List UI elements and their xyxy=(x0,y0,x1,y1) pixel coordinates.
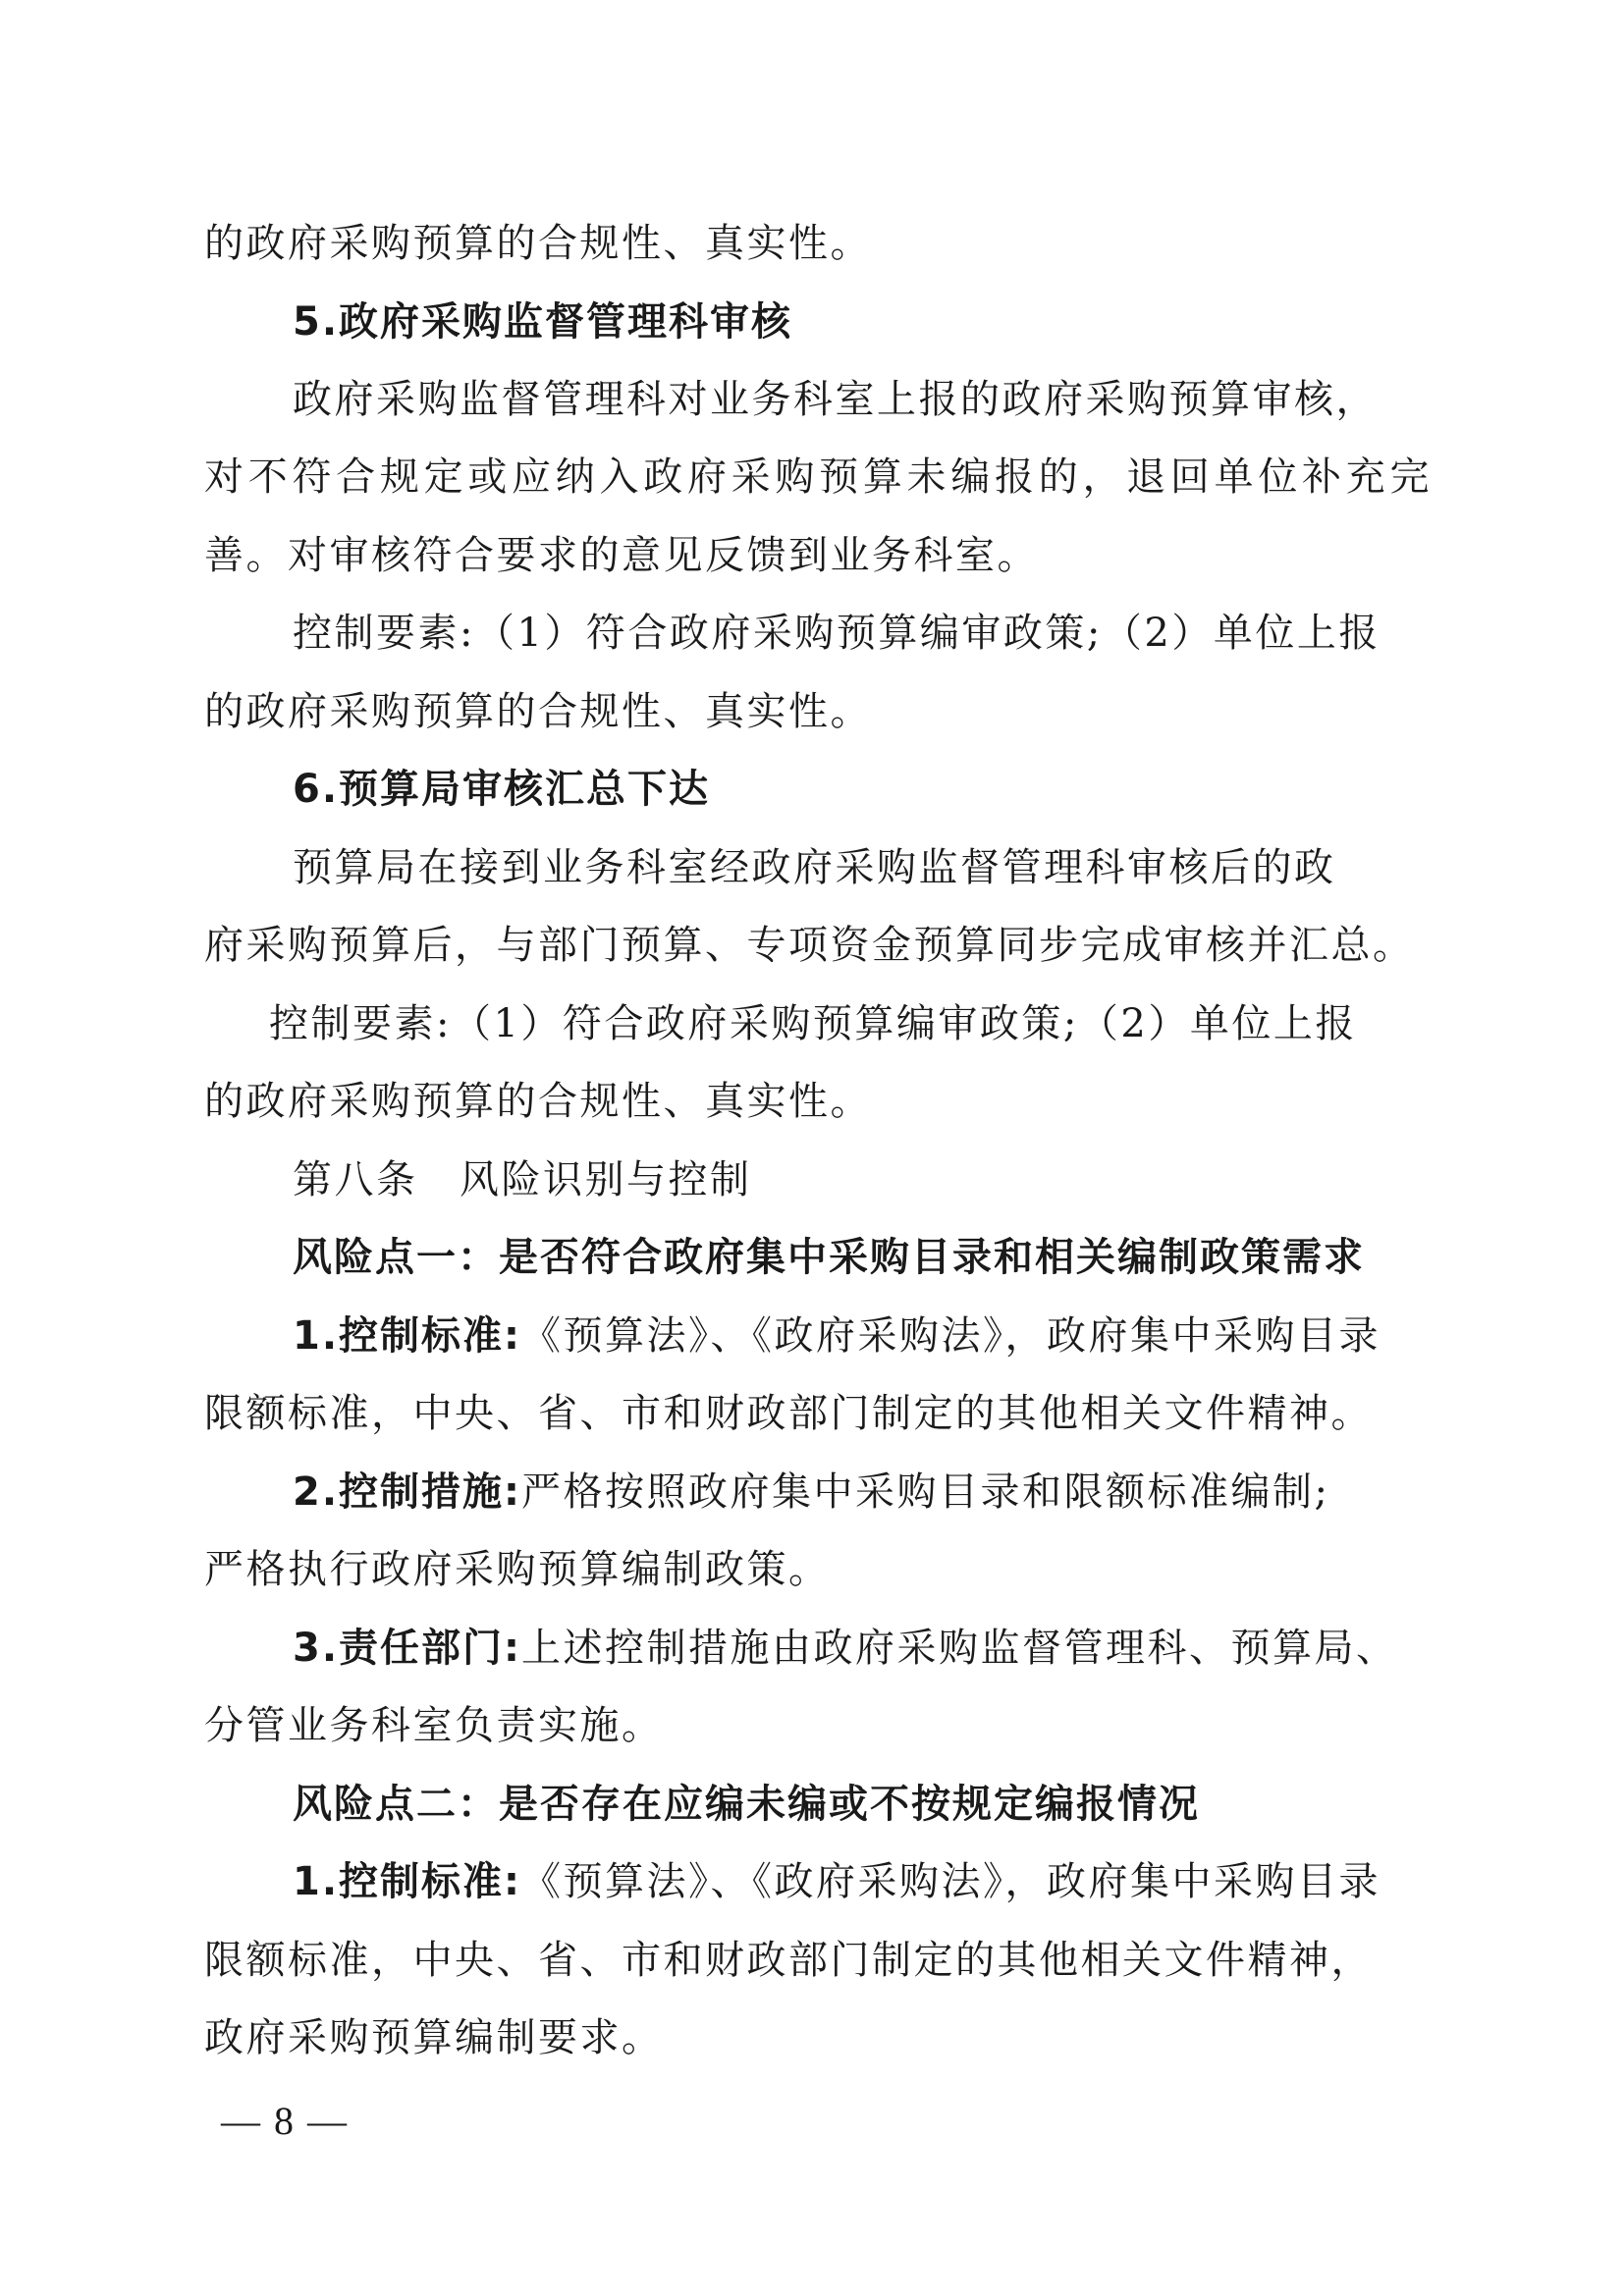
line-text: 《预算法》、《政府采购法》，政府集中采购目录 xyxy=(521,1859,1381,1904)
paragraph-line: 的政府采购预算的合规性、真实性。 xyxy=(204,689,872,734)
paragraph-line xyxy=(293,1467,1432,1518)
paragraph-line: 的政府采购预算的合规性、真实性。 xyxy=(204,221,872,266)
paragraph-line: 的政府采购预算的合规性、真实性。 xyxy=(204,1079,872,1124)
section-heading: 6.预算局审核汇总下达 xyxy=(293,767,711,812)
article-heading: 第八条 风险识别与控制 xyxy=(293,1157,752,1202)
risk-point-heading: 风险点二：是否存在应编未编或不按规定编报情况 xyxy=(293,1782,1200,1827)
page-number: — 8 — xyxy=(221,2099,349,2143)
section-heading: 5.政府采购监督管理科审核 xyxy=(293,299,793,345)
paragraph-line: 控制要素:（1）符合政府采购预算编审政策;（2）单位上报 xyxy=(293,611,1380,656)
label-bold: 2.控制措施: xyxy=(293,1469,522,1515)
paragraph-line: 府采购预算后，与部门预算、专项资金预算同步完成审核并汇总。 xyxy=(204,923,1415,968)
paragraph-line: 分管业务科室负责实施。 xyxy=(204,1703,664,1748)
paragraph-line xyxy=(293,1856,1432,1907)
paragraph-line xyxy=(293,1623,1432,1674)
line-text: 严格按照政府集中采购目录和限额标准编制; xyxy=(521,1469,1330,1515)
paragraph-line xyxy=(293,1310,1432,1362)
paragraph-line: 对不符合规定或应纳入政府采购预算未编报的，退回单位补充完 xyxy=(204,454,1432,500)
paragraph-line: 政府采购预算编制要求。 xyxy=(204,2015,664,2060)
label-bold: 3.责任部门: xyxy=(293,1626,522,1671)
label-bold: 1.控制标准: xyxy=(293,1859,522,1904)
paragraph-line: 控制要素:（1）符合政府采购预算编审政策;（2）单位上报 xyxy=(269,1001,1357,1046)
paragraph-line: 预算局在接到业务科室经政府采购监督管理科审核后的政 xyxy=(293,845,1336,890)
risk-point-heading: 风险点一：是否符合政府集中采购目录和相关编制政策需求 xyxy=(293,1235,1365,1280)
paragraph-line: 限额标准，中央、省、市和财政部门制定的其他相关文件精神。 xyxy=(204,1391,1373,1436)
paragraph-line: 政府采购监督管理科对业务科室上报的政府采购预算审核， xyxy=(293,377,1378,422)
label-bold: 1.控制标准: xyxy=(293,1313,522,1359)
line-text: 上述控制措施由政府采购监督管理科、预算局、 xyxy=(521,1626,1398,1671)
paragraph-line: 严格执行政府采购预算编制政策。 xyxy=(204,1547,831,1592)
line-text: 《预算法》、《政府采购法》，政府集中采购目录 xyxy=(521,1313,1381,1359)
paragraph-line: 限额标准，中央、省、市和财政部门制定的其他相关文件精神， xyxy=(204,1938,1373,1983)
paragraph-line: 善。对审核符合要求的意见反馈到业务科室。 xyxy=(204,533,1039,578)
